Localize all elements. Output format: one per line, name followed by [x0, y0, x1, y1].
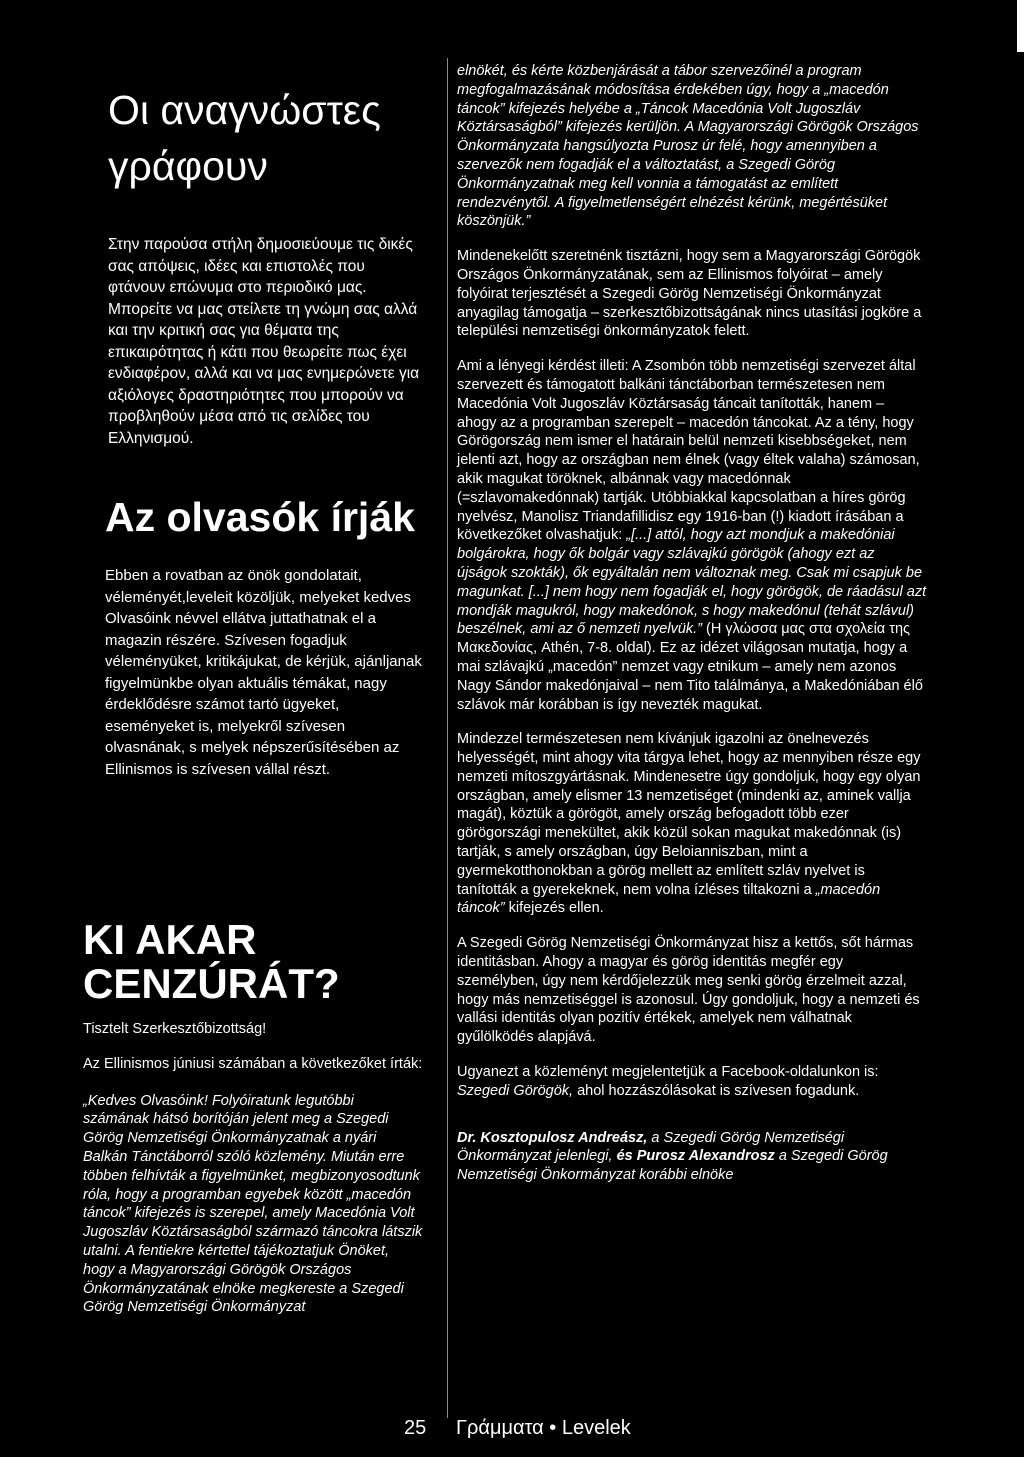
article-intro: Az Ellinismos júniusi számában a következőket írták: [83, 1055, 423, 1072]
hungarian-section-text: Ebben a rovatban az önök gondolatait, véleményét,leveleit közöljük, melyeket kedves Olvasóink névvel ellátva juttathatnak el a magazin részére. Szívesen fogadjuk véleményüket, kritikájukat, de kérjük, ajánljanak figyelmünkbe olyan aktuális témákat, nagy érdeklődésre számot tartó ügyeket, eseményeket is, melyekről szívesen olvasnának, s melyek népszerűsítésében az Ellinismos is szívesen vállal részt. [105, 567, 422, 778]
top-edge-bar [1017, 0, 1024, 52]
left-column [83, 82, 423, 1317]
article-paragraph-2-a: Ami a lényegi kérdést illeti: A Zsombón több nemzetiségi szervezet által szervezett és támogatott balkáni tánctáborban természetesen nem Macedónia Volt Jugoszláv Köztársaság táncait tanították, hanem – ahogy az a programban szerepelt – macedón táncokat. Az a tény, hogy Görögország nem ismer el határain belül nemzeti kisebbségeket, nem jelenti azt, hogy az országban nem élnek (vagy éltek valaha) számosan, akik magukat töröknek, albánnak vagy macedónnak (=szlavomakedónnak) tartják. Utóbbiakkal kapcsolatban a híres görög nyelvész, Manolisz Triandafillidisz egy 1916-ban (!) kiadott írásában a következőket olvashatjuk: [457, 358, 920, 544]
signatory-2-name: Purosz Alexandrosz [632, 1148, 775, 1165]
column-divider [447, 58, 448, 1418]
page-number: 25 [404, 1417, 427, 1439]
article-paragraph-5-a: Ugyanezt a közleményt megjelentetjük a Facebook-oldalunkon is: [457, 1064, 879, 1081]
signatory-1-role: a Szegedi Görög Nemzetiségi Önkormányzat jelenlegi, [457, 1129, 845, 1165]
article-paragraph-5 [457, 1063, 927, 1101]
article-paragraph-4: A Szegedi Görög Nemzetiségi Önkormányzat hisz a kettős, sőt hármas identitásban. Ahogy a magyar és görög identitás megfér egy személyben, úgy nem kérdőjelezzük meg senki görög érzelmeit azzal, hogy más nemzetiséggel is azonosul. Úgy gondoljuk, hogy a nemzeti és vallási identitás olyan pozitív értékek, amelyek nem válhatnak gyűlölködés alapjává. [457, 935, 920, 1046]
facebook-page-name: Szegedi Görögök, [457, 1082, 574, 1099]
signatory-1-name: Dr. Kosztopulosz Andreász, [457, 1129, 648, 1146]
article-quote: „Kedves Olvasóink! Folyóiratunk legutóbbi számának hátsó borítóján jelent meg a Szegedi Görög Nemzetiségi Önkormányzatnak a nyári Balkán Tánctáborról szóló közlemény. Miután erre többen felhívták a figyelmünket, megbizonyosodtunk róla, hogy a programban egyebek között „macedón táncok” kifejezés is szerepel, amely Macedónia Volt Jugoszláv Köztársaságból származó táncokra látszik utalni. A fentiekre kértettel tájékoztatjuk Önöket, hogy a Magyarországi Görögök Országos Önkormányzatának elnöke megkereste a Szegedi Görög Nemzetiségi Önkormányzat [83, 1092, 423, 1316]
hungarian-section-title: Az olvasók írják [105, 494, 415, 540]
signatory-2-role: a Szegedi Görög Nemzetiségi Önkormányzat korábbi elnöke [457, 1148, 888, 1184]
article-paragraph-3-italic: „macedón táncok” [457, 881, 881, 917]
signature-and: és [616, 1148, 633, 1165]
article-paragraph-3-b: kifejezés ellen. [504, 900, 604, 917]
article-paragraph-2-quote: „[...] attól, hogy azt mondjuk a makedóniai bolgárokra, hogy ők bolgár vagy szlávajkú görögök (ahogy ezt az újságok szokták), ők egyáltalán nem változnak meg. Csak mi csapjuk be magunkat. [...] nem hogy nem fogadják el, hogy görögök, de ráadásul azt mondják magukról, hogy makedónok, s hogy makedónul (tehát szlávul) beszélnek, ami az ő nemzeti nyelvük.” [457, 527, 927, 638]
right-column [457, 62, 927, 1185]
greek-section-text: Στην παρούσα στήλη δημοσιεύουμε τις δικές σας απόψεις, ιδέες και επιστολές που φτάνουν επώνυμα στο περιοδικό μας. Μπορείτε να μας στείλετε τη γνώμη σας αλλά και την κριτική σας για θέματα της επικαιρότητας ή κάτι που θεωρείτε πως έχει ενδιαφέρον, αλλά και να μας ενημερώνετε για αξιόλογες δραστηριότητες που μπορούν να προβληθούν μέσα από τις σελίδες του Ελληνισμού. [108, 236, 420, 447]
section-name: Γράμματα • Levelek [456, 1417, 631, 1439]
article-paragraph-2-b: (Η γλώσσα μας στα σχολεία της Μακεδονίας, Athén, 7-8. oldal). Ez az idézet világosan mutatja, hogy a mai szlávajkú „macedón” nemzet vagy etnikum – amely nem azonos Nagy Sándor makedónjaival – nem Tito találmánya, a Makedóniában élő szlávok már korábban is így nevezték magukat. [457, 621, 923, 713]
article-salutation: Tisztelt Szerkesztőbizottság! [83, 1021, 267, 1037]
article-paragraph-3-a: Mindezzel természetesen nem kívánjuk igazolni az önelnevezés helyességét, mint ahogy vita tárgya lehet, hogy az mennyiben része egy nemzeti mítoszgyártásnak. Mindenesetre úgy gondoljuk, hogy egy olyan országban, amely elismer 13 nemzetiséget (mindenki az, aminek vallja magát), köztük a görögöt, amely ország befogadott több ezer görögországi menekültet, akik közül sokan magukat makedónnak (is) tartják, s amely országban, úgy Beloianniszban, mint a gyermekotthonokban a görög mellett az említett szláv nyelvet is tanították a gyerekeknek, nem volna ízléses tiltakozni a [457, 731, 921, 898]
article-paragraph-3 [457, 730, 927, 918]
greek-section-title: Οι αναγνώστες γράφουν [108, 87, 381, 189]
article-signature [457, 1129, 927, 1185]
article-quote-continued: elnökét, és kérte közbenjárását a tábor szervezőinél a program megfogalmazásának módosítása érdekében úgy, hogy a „macedón táncok” kifejezés helyébe a „Táncok Macedónia Volt Jugoszláv Köztársaságból” kifejezés kerüljön. A Magyarországi Görögök Országos Önkormányzata hangsúlyozta Purosz úr felé, hogy amennyiben a szervezők nem fogadják el a változtatást, a Szegedi Görög Önkormányzatnak meg kell vonnia a támogatást az említett rendezvénytől. A figyelmetlenségért elnézést kérünk, megértésüket köszönjük.” [457, 63, 919, 230]
article-paragraph-1: Mindenekelőtt szeretnénk tisztázni, hogy sem a Magyarországi Görögök Országos Önkormányzatának, sem az Ellinismos folyóirat – amely folyóirat terjesztését a Szegedi Görög Nemzetiségi Önkormányzat anyagilag támogatja – szerkesztőbizottságának nincs utasítási jogköre a települési nemzetiségi önkormányzatok felett. [457, 248, 922, 340]
article-title: KI AKAR CENZÚRÁT? [83, 916, 340, 1007]
article-paragraph-2 [457, 357, 927, 714]
article-paragraph-5-b: ahol hozzászólásokat is szívesen fogadunk. [573, 1082, 860, 1099]
